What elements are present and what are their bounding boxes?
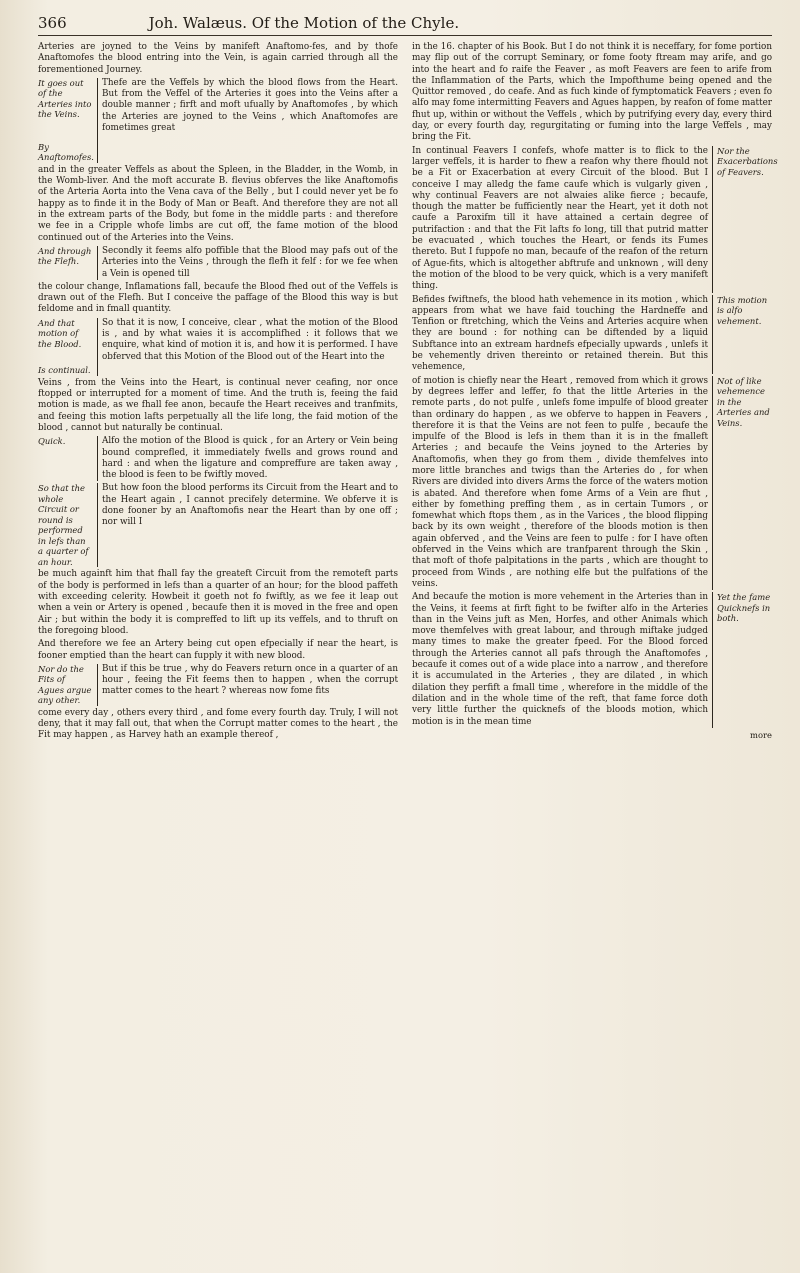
paragraph: In continual Feavers I confefs, whofe matter is to flick to the larger veffels, it is harder to fhew a reafon why there fhould not be a Fit or Exacerbation at every Circuit of the blood. But I conceive I may alledg the fame caufe which is vulgarly given , why continual Feavers are not alwaies alike fierce ; becaufe, though the matter be fufficiently near the Heart, yet it doth not caufe a Paroxifm till it have attained a certain degree of putrifaction : and that the Fit lafts fo long, till that putrid matter be evacuated , which touches the Heart, or fends its Fumes thereto. But I fuppofe no man, becaufe of the reafon of the return of Ague-fits, which is altogether abftrufe and unknown , will deny the motion of the blood to be very quick, which is a very manifeft thing.: [412, 145, 708, 292]
right-column: [412, 42, 778, 744]
annotated-block: [412, 592, 772, 728]
left-column: [38, 42, 398, 744]
annotated-block: [38, 246, 398, 280]
paragraph: Secondly it feems alfo poffible that the Blood may pafs out of the Arteries into the Veins , through the flefh it felf : for we fee when a Vein is opened till: [102, 245, 398, 279]
running-head: Joh. Walæus. Of the Motion of the Chyle.: [148, 14, 460, 32]
paragraph: And becaufe the motion is more vehement in the Arteries than in the Veins, it feems at firft fight to be fwifter alfo in the Arteries than in the Veins juft as Men, Horfes, and other Animals which move themfelves with great labour, and through miftake judged many times to make the greater fpeed. For the Blood forced through the Arteries cannot all pafs through the Anaftomofes , becaufe it comes out of a wide place into a narrow , and therefore it is accumulated in the Arteries , they are dilated , in which dilation they perfift a fmall time , wherefore in the middle of the dilation and in the whole time of the reft, that fame force doth very little further the quicknefs of the bloods motion, which motion is in the mean time: [412, 592, 708, 727]
paragraph: But if this be true , why do Feavers return once in a quarter of an hour , feeing the Fit feems then to happen , when the corrupt matter comes to the heart ? whereas now fome fits: [102, 663, 398, 697]
paragraph: So that it is now, I conceive, clear , what the motion of the Blood is , and by what waies it is accomplifhed : it follows that we enquire, what kind of motion it is, and how it is performed. I have obferved that this Motion of the Blood out of the Heart into the: [102, 317, 398, 362]
annotated-block: [412, 376, 772, 591]
paragraph: Alfo the motion of the Blood is quick , for an Artery or Vein being bound comprefled, it immediately fwells and grows round and hard : and when the ligature and compreffure are taken away , the blood is feen to be fwiftly moved.: [102, 436, 398, 481]
annotated-block: [38, 483, 398, 567]
paragraph: of motion is chiefly near the Heart , removed from which it grows by degrees leffer and leffer, fo that the little Arteries in the remote parts , do not pulfe , unlefs fome impulfe of blood greater than ordinary do happen , as we obferve to happen in Feavers , therefore it is that the Veins are not feen to pulfe , becaufe the impulfe of the Blood is lefs in them than it is in the fmalleft Arteries ; and becaufe the Veins joyned to the Arteries by Anaftomofis, when they go from them , divide themfelves into more little branches and twigs than the Arteries do , for when Rivers are divided into divers Arms the force of the waters motion is abated. And therefore when fome Arms of a Vein are fhut , either by fomething preffing them , as in certain Tumors , or fomewhat which ftops them , as in the Varices , the blood flipping back by its own weight , therefore of the bloods motion is then again obferved , and the Veins are feen to pulfe : for I have often obferved in the Veins which are tranfparent through the Skin , that moft of thofe palpitations in the parts , which are thought to proceed from Winds , are nothing elfe but the pulfations of the veins.: [412, 375, 708, 589]
margin-note: And through the Flefh.: [38, 246, 98, 280]
annotated-block: [412, 145, 778, 293]
paragraph: come every day , others every third , and fome every fourth day. Truly, I will not deny, that it may fall out, that when the Corrupt matter comes to the heart , the Fit may happen , as Harvey hath an example thereof ,: [38, 707, 398, 741]
paragraph: and in the greater Veffels as about the Spleen, in the Bladder, in the Womb, in the Womb-liver. And the moft accurate B. flevius obferves the like Anaftomofis of the Arteria Aorta into the Vena cava of the Belly , but I could never yet be fo happy as to finde it in the Body of Man or Beaft. And therefore they are not all in the extream parts of the Body, but fome in the middle parts : and therefore we fee in a Cripple whofe limbs are cut off, the fame motion of the blood continued out of the Arteries into the Veins.: [38, 164, 398, 243]
margin-note: It goes out of the Arteries into the Veins. By Anaftomofes.: [38, 78, 98, 163]
paragraph: in the 16. chapter of his Book. But I do not think it is neceffary, for fome portion may flip out of the corrupt Seminary, or fome footy ftream may arife, and go into the heart and fo raife the Feaver , as moft Feavers are feen to arife from the Inflammation of the Parts, which the Impofthume being opened and the Quittor removed , do ceafe. And as fuch kinde of fymptomatick Feavers ; even fo alfo may fome intermitting Feavers and Agues happen, by reafon of fome matter fhut up, within or without the Veffels , which by putrifying every day, every third day, or every fourth day, regurgitating or fuming into the large Veffels , may bring the Fit.: [412, 42, 772, 143]
text-columns: [38, 42, 778, 744]
margin-note: Nor the Exacerbations of Feavers.: [712, 146, 772, 293]
page-header: [38, 14, 772, 36]
annotated-block: [38, 664, 398, 706]
catchword: more: [750, 729, 772, 740]
margin-note: So that the whole Circuit or round is performed in lefs than a quarter of an hour.: [38, 483, 98, 567]
paragraph: Veins , from the Veins into the Heart, is continual never ceafing, nor once ftopped or interrupted for a moment of time. And the truth is, feeing the faid motion is made, as we fhall fee anon, becaufe the Heart receives and tranfmits, and feeing this motion lafts perpetually all the life long, the faid motion of the blood , cannot but naturally be continual.: [38, 377, 398, 433]
paragraph: But how foon the blood performs its Circuit from the Heart and to the Heart again , I cannot precifely determine. We obferve it is done fooner by an Anaftomofis near the Heart than by one off ; nor will I: [102, 483, 398, 528]
margin-note: Not of like vehemence in the Arteries and Veins.: [712, 376, 772, 591]
annotated-block: [38, 318, 398, 376]
annotated-block: [38, 436, 398, 481]
annotated-block: [412, 295, 772, 374]
paragraph: the colour change, Inflamations fall, becaufe the Blood fhed out of the Veffels is drawn out of the Flefh. But I conceive the paffage of the Blood this way is but feldome and in fmall quantity.: [38, 281, 398, 315]
paragraph: Arteries are joyned to the Veins by manifeft Anaftomo-fes, and by thofe Anaftomofes the blood entring into the Vein, is again carried through all the forementioned Journey.: [38, 42, 398, 75]
margin-note: Nor do the Fits of Agues argue any other.: [38, 664, 98, 706]
paragraph: Befides fwiftnefs, the blood hath vehemence in its motion , which appears from what we have faid touching the Hardneffe and Tenfion or ftretching, which the Veins and Arteries acquire when they are bound : for nothing can be diftended by a liquid Subftance into an extream hardnefs efpecially upwards , unlefs it be vehemently driven thereinto or retained therein. But this vehemence,: [412, 294, 708, 373]
page-number: 366: [38, 14, 67, 32]
margin-note: Quick.: [38, 436, 98, 481]
paragraph: And therefore we fee an Artery being cut open efpecially if near the heart, is fooner emptied than the heart can fupply it with new blood.: [38, 639, 398, 661]
margin-note: This motion is alfo vehement.: [712, 295, 772, 374]
margin-note: Yet the fame Quicknefs in both.: [712, 592, 772, 728]
margin-note: And that motion of the Blood. Is continual.: [38, 318, 98, 376]
annotated-block: [38, 78, 398, 163]
paragraph: be much againft him that fhall fay the greateft Circuit from the remoteft parts of the body is performed in lefs than a quarter of an hour; for the blood paffeth with exceeding celerity. Howbeit it goeth not fo fwiftly, as we fee it leap out when a vein or Artery is opened , becaufe then it is moved in the free and open Air ; but within the body it is compreffed to lift up its veffels, and to thruft on the foregoing blood.: [38, 569, 398, 636]
paragraph: Thefe are the Veffels by which the blood flows from the Heart. But from the Veffel of the Arteries it goes into the Veins after a double manner ; firft and moft ufually by Anaftomofes , by which the Arteries are joyned to the Veins , which Anaftomofes are fometimes great: [102, 77, 398, 134]
